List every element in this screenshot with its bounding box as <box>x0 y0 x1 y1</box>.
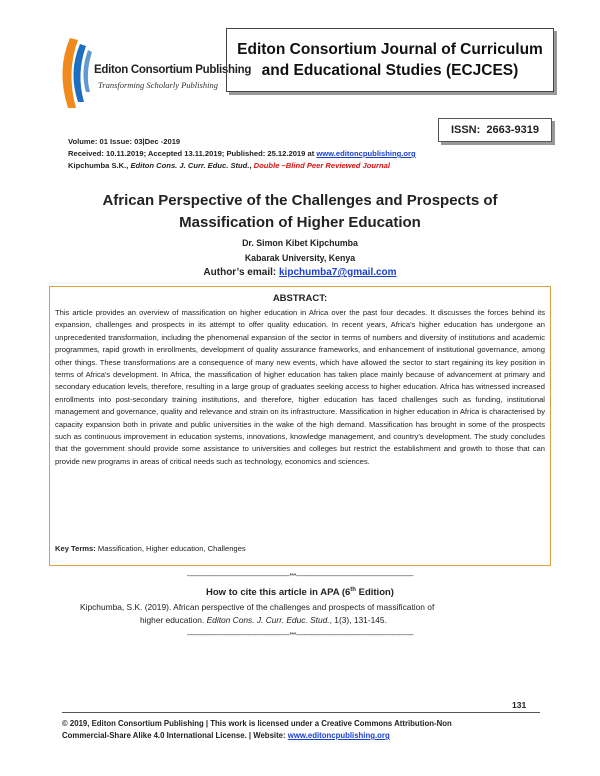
cite-heading-post: Edition) <box>355 587 394 599</box>
issn-label: ISSN: <box>450 124 481 136</box>
page-number: 131 <box>512 700 527 710</box>
author-affiliation: Kabarak University, Kenya <box>244 253 356 263</box>
citation-line <box>68 161 390 170</box>
footer-line1: © 2019, Editon Consortium Publishing | This work is licensed under a Creative Commons Attribution-Non <box>62 719 452 728</box>
received-line <box>68 149 416 158</box>
key-terms-value: Massification, Higher education, Challenges <box>95 544 246 553</box>
received-text: Received: 10.11.2019; Accepted 13.11.2019; Published: 25.12.2019 at <box>68 149 317 158</box>
author-email-link[interactable]: kipchumba7@gmail.com <box>279 267 397 278</box>
citation-prefix: Kipchumba S.K., <box>68 161 131 170</box>
review-note: Double –Blind Peer Reviewed Journal <box>253 161 390 170</box>
journal-title-line2: and Educational Studies (ECJCES) <box>261 62 519 79</box>
author-name: Dr. Simon Kibet Kipchumba <box>242 238 358 248</box>
volume-line: Volume: 01 Issue: 03|Dec -2019 <box>68 137 181 146</box>
abstract-box <box>49 286 551 566</box>
journal-title-box <box>226 28 554 92</box>
cite-body <box>80 601 540 627</box>
journal-title-line1: Editon Consortium Journal of Curriculum <box>237 41 543 58</box>
citation-sep: , <box>249 161 254 170</box>
footer-website-link[interactable]: www.editoncpublishing.org <box>287 731 390 740</box>
cite-heading-sup: th <box>350 587 356 593</box>
cite-line2 <box>80 614 540 627</box>
title-line1: African Perspective of the Challenges and Prospects of <box>102 192 498 209</box>
cite-line2-post: , 1(3), 131-145. <box>329 615 387 625</box>
cite-line2-journal: Editon Cons. J. Curr. Educ. Stud. <box>206 615 330 625</box>
issn-value: 2663-9319 <box>486 124 540 136</box>
key-terms <box>55 544 246 553</box>
cite-heading <box>60 587 540 598</box>
footer-license <box>62 718 542 742</box>
issn-box <box>438 118 552 142</box>
site-link[interactable]: www.editoncpublishing.org <box>316 149 416 158</box>
divider-top: --------------------------------------------------------***---------------------------------------------------------------- <box>186 573 414 580</box>
publisher-tagline: Transforming Scholarly Publishing <box>98 80 218 90</box>
divider-bottom: --------------------------------------------------------***---------------------------------------------------------------- <box>186 632 414 639</box>
footer-rule <box>62 712 540 713</box>
key-terms-label: Key Terms: <box>55 544 96 553</box>
footer-line2-pre: Commercial-Share Alike 4.0 International License. | Website: <box>62 731 288 740</box>
citation-journal: Editon Cons. J. Curr. Educ. Stud. <box>130 161 250 170</box>
abstract-heading: ABSTRACT: <box>272 293 328 304</box>
author-email-line <box>60 267 540 278</box>
cite-heading-pre: How to cite this article in APA (6 <box>206 587 351 599</box>
cite-line1: Kipchumba, S.K. (2019). African perspective of the challenges and prospects of massification of <box>80 602 435 612</box>
cite-line2-pre: higher education. <box>140 615 207 625</box>
publisher-logo <box>52 30 252 120</box>
title-line2: Massification of Higher Education <box>179 214 421 231</box>
footer-line2 <box>62 730 542 742</box>
abstract-text: This article provides an overview of massification on higher education in Africa over the past four decades. It discusses the forces behind its expansion, challenges and prospects in its attempt to offer quality education. In recent years, Africa's higher education has undergone an unprecedented transformation, including the phenomenal expansion of the sector in terms of numbers and diversity of institutions and academic programmes, rapid growth in enrollments, development of quality assurance frameworks, and enhancement of institutional governance, among other things. These transformations are a consequence of many new events, which have allowed the sector to start regaining its key position in terms of Africa's development. In Africa, the massification of higher education has taken place mainly because of advancement at primary and secondary education levels, therefore, resulting in a large group of graduates seeking access to higher education. Africa has witnessed increased enrollments into post-secondary training institutions, and therefore, higher education has faced challenges such as funding, institutional management and governance, quality and relevance and strain on its infrastructure. Massification in higher education in Africa is characterised by capacity expansion both in private and public universities in the wake of the high demand. Massification has brought in some of the prospects such as continuous improvement in education systems, innovations, knowledge management, and country's development. The study concludes that the government should provide some assistance to universities and colleges but restrict the establishment and growth to those that can provide new programs in areas of critical needs such as technology, economics and sciences. <box>55 308 545 466</box>
email-label: Author’s email: <box>203 267 279 278</box>
article-title <box>60 190 540 234</box>
publisher-name: Editon Consortium Publishing <box>94 64 252 76</box>
